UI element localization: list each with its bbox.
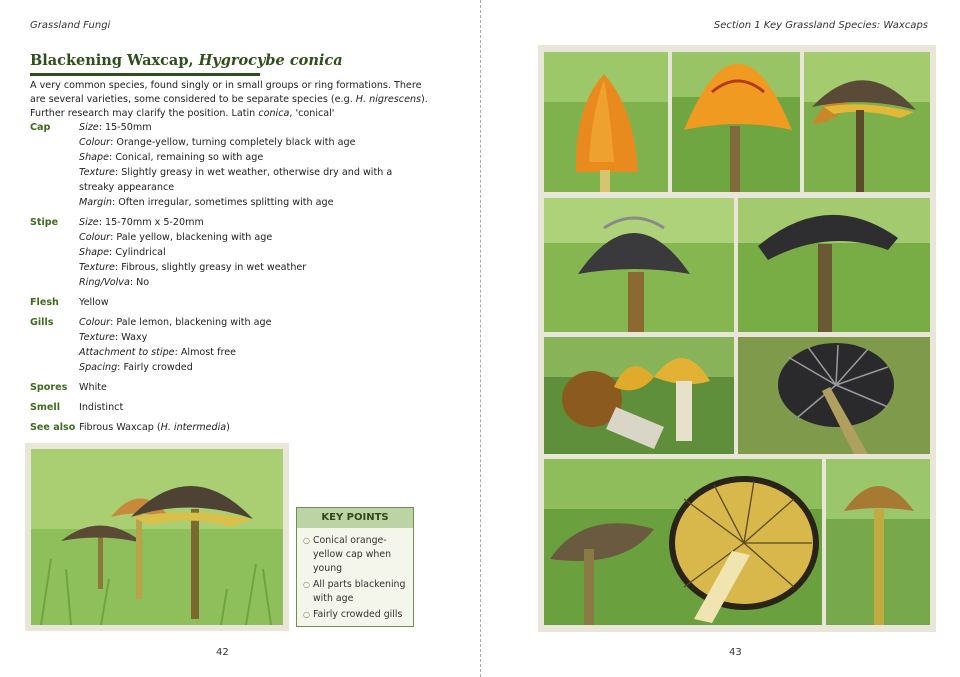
page-number-right: 43 [729,647,742,658]
field-key: Colour [79,137,111,148]
field-value: : Cylindrical [109,247,166,258]
field-line [79,150,430,165]
running-head-right: Section 1 Key Grassland Species: Waxcaps [713,20,928,31]
field-value: : No [129,277,150,288]
photo-black-cap-1 [544,198,734,332]
field-key: Texture [79,332,115,343]
field-line [79,165,430,195]
description-table [30,120,430,440]
field-values [79,315,430,375]
field-line [79,135,430,150]
photo-waxcap-group [31,449,283,625]
field-row [30,315,430,375]
field-value: : Fibrous, slightly greasy in wet weather [114,262,307,273]
field-key: Ring/Volva [79,277,130,288]
field-line [79,400,430,415]
field-latin: H. intermedia [160,422,227,433]
field-line [79,330,430,345]
photo-mixed-caps [544,337,734,454]
field-tail: ) [226,422,230,433]
field-line [79,360,430,375]
field-line [79,295,430,310]
intro-latin-1: H. nigrescens [355,94,422,105]
field-value: : 15-50mm [98,122,152,133]
field-values [79,215,430,290]
field-key: Margin [79,197,112,208]
field-value: Fibrous Waxcap ( [79,422,161,433]
field-line [79,345,430,360]
field-value: : Pale lemon, blackening with age [110,317,272,328]
field-line [79,230,430,245]
field-values [79,120,430,210]
field-key: Size [79,217,99,228]
field-line [79,275,430,290]
field-value: : Waxy [114,332,148,343]
photo-young-cap-2 [672,52,800,192]
field-value: Indistinct [79,402,124,413]
field-key: Shape [79,247,110,258]
field-label: Cap [30,122,51,133]
field-value: : Almost free [174,347,237,358]
field-line [79,260,430,275]
photo-black-cap-2 [738,198,930,332]
bullet-circle-icon: ○ [303,580,310,589]
field-key: Texture [79,262,115,273]
intro-text-1: A very common species, found singly or in small groups or ring formations. There are several varieties, some considered to be separate species (e.g. [30,80,422,105]
field-key: Colour [79,232,111,243]
field-line [79,215,430,230]
field-label: Smell [30,402,60,413]
intro-text-3: , 'conical' [289,108,335,119]
field-key: Size [79,122,99,133]
field-row [30,400,430,415]
title-common-name: Blackening Waxcap, [30,52,194,69]
page-number-left: 42 [216,647,229,658]
field-value: : Fairly crowded [117,362,193,373]
key-points-list [297,528,413,622]
field-value: : Orange-yellow, turning completely black with age [110,137,356,148]
title-latin-name: Hygrocybe conica [198,52,343,69]
field-row [30,380,430,395]
photo-single-waxcap [826,459,930,625]
field-value: : 15-70mm x 5-20mm [98,217,204,228]
field-value: : Conical, remaining so with age [109,152,264,163]
field-label: See also [30,422,76,433]
key-point-text: All parts blackening with age [313,579,406,604]
running-head-left: Grassland Fungi [30,20,111,31]
bullet-circle-icon: ○ [303,536,310,545]
field-key: Colour [79,317,111,328]
species-title [30,52,343,69]
field-value: Yellow [79,297,109,308]
field-values [79,380,430,395]
field-value: White [79,382,107,393]
key-point-text: Conical orange-yellow cap when young [313,535,392,574]
field-key: Spacing [79,362,118,373]
title-underline [30,73,260,76]
field-line [79,120,430,135]
field-line [79,195,430,210]
intro-paragraph [30,79,430,121]
key-point-item [303,608,409,622]
field-value: : Pale yellow, blackening with age [110,232,273,243]
field-row [30,295,430,310]
key-point-item [303,578,409,606]
field-row [30,120,430,210]
photo-gills-underside [544,459,822,625]
right-page [481,0,960,677]
field-value: : Slightly greasy in wet weather, otherwise dry and with a streaky appearance [79,167,393,193]
field-row [30,215,430,290]
photo-collage [538,45,936,632]
photo-blackening-cap [804,52,930,192]
intro-text-2: ). Further research may clarify the position. Latin [30,94,428,119]
photo-frame-main [25,443,289,631]
intro-latin-2: conica [258,108,290,119]
field-line [79,245,430,260]
field-key: Texture [79,167,115,178]
key-point-item [303,534,409,576]
field-row [30,420,430,435]
field-values [79,295,430,310]
photo-black-gills [738,337,930,454]
field-line [79,380,430,395]
field-label: Gills [30,317,54,328]
field-label: Stipe [30,217,59,228]
field-key: Shape [79,152,110,163]
field-line [79,420,430,435]
key-points-heading: KEY POINTS [297,508,413,528]
field-value: : Often irregular, sometimes splitting with age [111,197,334,208]
field-key: Attachment to stipe [79,347,175,358]
field-label: Flesh [30,297,59,308]
field-label: Spores [30,382,68,393]
key-point-text: Fairly crowded gills [313,609,403,620]
field-line [79,315,430,330]
field-values [79,420,430,435]
field-values [79,400,430,415]
key-points-box [296,507,414,627]
bullet-circle-icon: ○ [303,610,310,619]
photo-young-cap-1 [544,52,668,192]
